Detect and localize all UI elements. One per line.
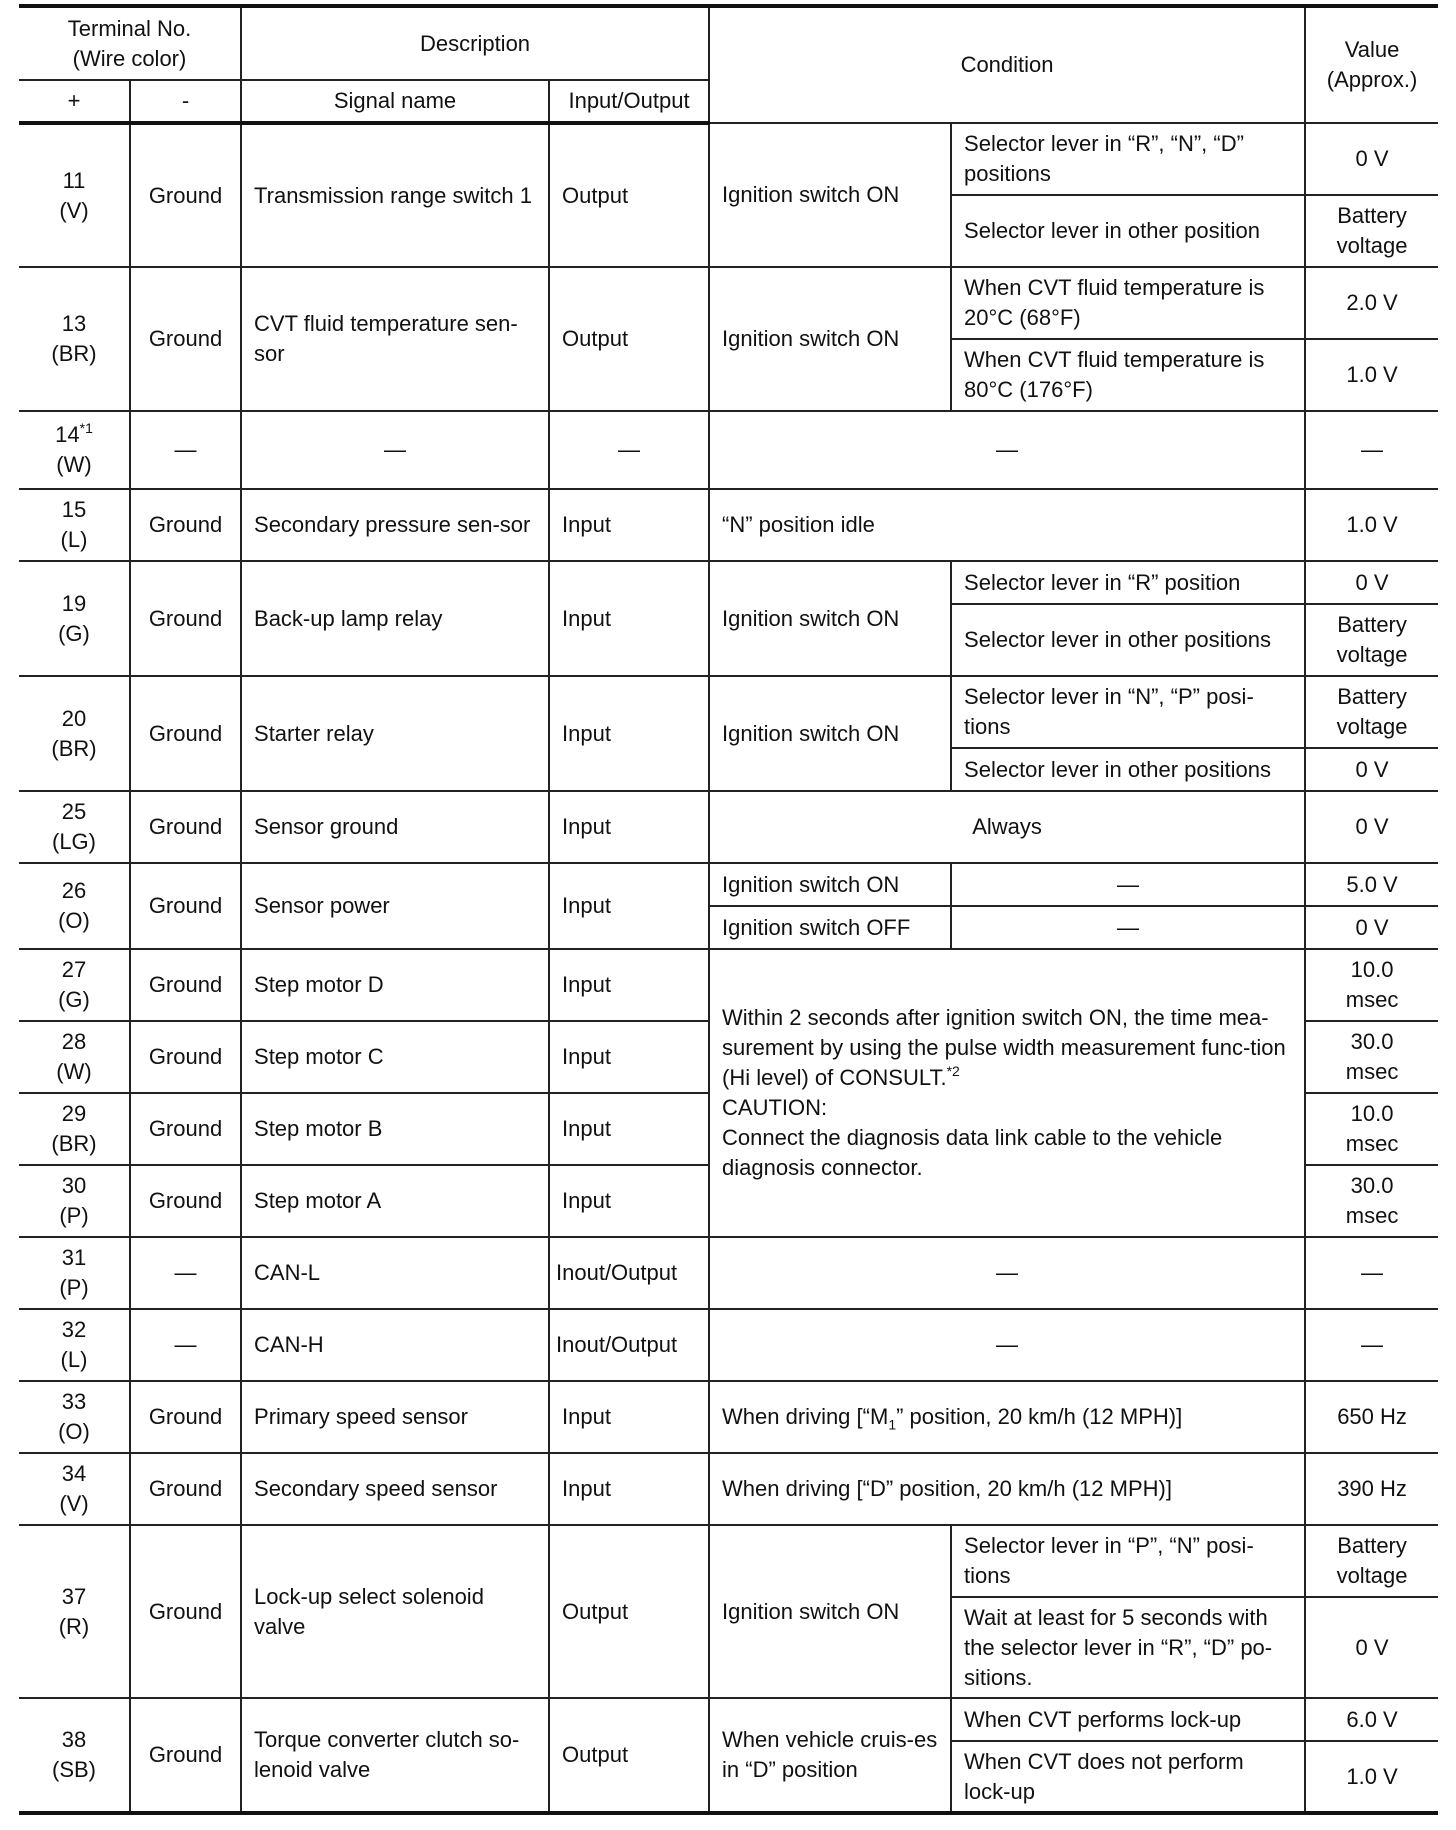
value-cell [1305, 195, 1438, 267]
condition-main: “N” position idle [709, 489, 1305, 561]
signal-name: Transmission range switch 1 [241, 123, 549, 267]
terminal-number: 28 [61, 1029, 87, 1054]
terminal-cell [19, 1453, 130, 1525]
signal-name: Secondary pressure sen-sor [241, 489, 549, 561]
terminal-cell [19, 1525, 130, 1698]
condition-sub: Selector lever in other positions [951, 604, 1305, 676]
table-row [19, 863, 1438, 906]
value-line: 30.0 [1350, 1173, 1394, 1198]
table-body [19, 123, 1438, 1813]
terminal-cell [19, 267, 130, 411]
value-cell: 0 V [1305, 748, 1438, 791]
condition-main: Ignition switch ON [709, 561, 951, 676]
minus-cell: Ground [130, 1021, 241, 1093]
condition-main: Ignition switch ON [709, 863, 951, 906]
value-line: voltage [1336, 1563, 1408, 1588]
minus-cell: Ground [130, 267, 241, 411]
signal-name: Sensor ground [241, 791, 549, 863]
minus-cell: Ground [130, 863, 241, 949]
value-cell: 0 V [1305, 561, 1438, 604]
terminal-number: 29 [61, 1101, 87, 1126]
condition-main [709, 1381, 1305, 1453]
value-cell: 1.0 V [1305, 1741, 1438, 1813]
terminal-number: 15 [61, 497, 87, 522]
condition-main: Ignition switch ON [709, 676, 951, 791]
table-row [19, 1381, 1438, 1453]
value-cell [1305, 676, 1438, 748]
terminal-cell [19, 1698, 130, 1813]
terminal-number: 33 [61, 1389, 87, 1414]
condition-sub: Selector lever in “N”, “P” posi-tions [951, 676, 1305, 748]
condition-sub: — [951, 906, 1305, 949]
wire-color: (G) [58, 620, 90, 646]
value-line: 30.0 [1350, 1029, 1394, 1054]
table-row [19, 561, 1438, 604]
signal-name: CAN-H [241, 1309, 549, 1381]
header-plus: + [19, 80, 130, 123]
header-condition: Condition [709, 6, 1305, 123]
value-cell: — [1305, 411, 1438, 489]
terminal-number: 30 [61, 1173, 87, 1198]
table-row [19, 489, 1438, 561]
minus-cell: Ground [130, 489, 241, 561]
wire-color: (V) [59, 197, 89, 223]
signal-name: Starter relay [241, 676, 549, 791]
condition-text: ” position, 20 km/h (12 MPH)] [896, 1404, 1183, 1429]
signal-name: Primary speed sensor [241, 1381, 549, 1453]
minus-cell: — [130, 1237, 241, 1309]
signal-name: Torque converter clutch so-lenoid valve [241, 1698, 549, 1813]
condition-sub: When CVT does not perform lock-up [951, 1741, 1305, 1813]
io-type: Input [549, 561, 709, 676]
signal-name: — [241, 411, 549, 489]
io-type: Output [549, 267, 709, 411]
minus-cell: Ground [130, 1525, 241, 1698]
value-cell [1305, 1165, 1438, 1237]
terminal-spec-page [19, 4, 1438, 1815]
minus-cell: Ground [130, 1453, 241, 1525]
condition-main: — [709, 411, 1305, 489]
wire-color: (L) [60, 1347, 88, 1372]
minus-cell: Ground [130, 676, 241, 791]
minus-cell: Ground [130, 123, 241, 267]
condition-text: When driving [“M [722, 1404, 889, 1429]
terminal-number-text: 14 [55, 422, 80, 447]
table-row [19, 1309, 1438, 1381]
wire-color: (BR) [51, 1131, 97, 1156]
io-type: Output [549, 1698, 709, 1813]
io-type: Input [549, 863, 709, 949]
terminal-cell [19, 791, 130, 863]
header-value [1305, 6, 1438, 123]
value-line: voltage [1336, 233, 1408, 258]
io-type: Input [549, 791, 709, 863]
value-line: msec [1345, 1131, 1399, 1156]
condition-main: — [709, 1309, 1305, 1381]
io-type: Input [549, 949, 709, 1021]
terminal-number: 38 [61, 1727, 87, 1752]
wire-color: (W) [56, 1059, 92, 1084]
terminal-cell [19, 676, 130, 791]
io-type: Input [549, 676, 709, 791]
condition-main: When driving [“D” position, 20 km/h (12 MPH)] [709, 1453, 1305, 1525]
terminal-number: 11 [62, 167, 86, 193]
value-cell: 0 V [1305, 123, 1438, 195]
value-cell: 0 V [1305, 791, 1438, 863]
value-line: 10.0 [1350, 1101, 1394, 1126]
terminal-number: 32 [61, 1317, 87, 1342]
minus-cell: Ground [130, 561, 241, 676]
minus-cell: Ground [130, 791, 241, 863]
terminal-number: 31 [61, 1245, 87, 1270]
header-terminal-label: Terminal No. [67, 15, 192, 41]
header-description: Description [241, 6, 709, 80]
table-row [19, 411, 1438, 489]
minus-cell: Ground [130, 1381, 241, 1453]
value-cell: 0 V [1305, 1597, 1438, 1698]
header-value-label: Value [1344, 37, 1400, 62]
condition-sub: Wait at least for 5 seconds with the selector lever in “R”, “D” po-sitions. [951, 1597, 1305, 1698]
condition-sub: Selector lever in “R” position [951, 561, 1305, 604]
wire-color: (O) [58, 908, 90, 933]
value-cell: 390 Hz [1305, 1453, 1438, 1525]
signal-name: Step motor D [241, 949, 549, 1021]
condition-main: When vehicle cruis-es in “D” position [709, 1698, 951, 1813]
value-line: msec [1345, 1203, 1399, 1228]
terminal-number: 13 [61, 311, 87, 336]
step-motor-condition [709, 949, 1305, 1237]
minus-cell: Ground [130, 949, 241, 1021]
condition-main: Always [709, 791, 1305, 863]
terminal-number: 20 [61, 705, 87, 731]
io-type: Input [549, 1093, 709, 1165]
value-cell: 1.0 V [1305, 339, 1438, 411]
io-type: — [549, 411, 709, 489]
terminal-cell [19, 1237, 130, 1309]
io-type: Input [549, 1381, 709, 1453]
terminal-number: 27 [61, 957, 87, 982]
header-value-approx-label: (Approx.) [1326, 67, 1418, 92]
value-cell: 1.0 V [1305, 489, 1438, 561]
table-row [19, 267, 1438, 339]
terminal-number: 26 [61, 878, 87, 903]
terminal-cell [19, 489, 130, 561]
footnote-marker: *1 [79, 420, 93, 436]
condition-sub: When CVT performs lock-up [951, 1698, 1305, 1741]
terminal-number: 25 [61, 799, 87, 824]
terminal-cell [19, 1309, 130, 1381]
condition-sub: — [951, 863, 1305, 906]
signal-name: CAN-L [241, 1237, 549, 1309]
condition-main: Ignition switch ON [709, 267, 951, 411]
wire-color: (W) [56, 452, 92, 477]
io-type: Input [549, 1021, 709, 1093]
condition-main: — [709, 1237, 1305, 1309]
step-condition-text: Within 2 seconds after ignition switch ON, the time mea-surement by using the pulse width measurement func-tion (Hi level) of CONSULT. [722, 1005, 1286, 1090]
value-line: Battery [1337, 203, 1407, 228]
caution-label: CAUTION: [722, 1095, 828, 1120]
condition-main: Ignition switch OFF [709, 906, 951, 949]
table-header [19, 6, 1438, 123]
minus-cell: Ground [130, 1165, 241, 1237]
condition-main: Ignition switch ON [709, 123, 951, 267]
terminal-cell [19, 1021, 130, 1093]
condition-sub: Selector lever in other positions [951, 748, 1305, 791]
minus-cell: Ground [130, 1093, 241, 1165]
wire-color: (P) [59, 1275, 89, 1300]
io-type: Input [549, 1453, 709, 1525]
value-line: Battery [1337, 684, 1407, 709]
signal-name: Step motor A [241, 1165, 549, 1237]
terminal-cell [19, 1381, 130, 1453]
header-signal-name: Signal name [241, 80, 549, 123]
wire-color: (BR) [51, 735, 97, 761]
value-line: voltage [1336, 714, 1408, 739]
condition-sub: When CVT fluid temperature is 80°C (176°F) [951, 339, 1305, 411]
minus-cell: — [130, 1309, 241, 1381]
value-cell: — [1305, 1237, 1438, 1309]
terminal-cell [19, 123, 130, 267]
value-line: msec [1345, 987, 1399, 1012]
value-cell: 5.0 V [1305, 863, 1438, 906]
table-row [19, 791, 1438, 863]
wire-color: (SB) [52, 1757, 96, 1782]
header-minus: - [130, 80, 241, 123]
terminal-cell [19, 411, 130, 489]
condition-sub: When CVT fluid temperature is 20°C (68°F) [951, 267, 1305, 339]
condition-subscript: 1 [888, 1416, 897, 1433]
value-cell: 2.0 V [1305, 267, 1438, 339]
table-row [19, 1698, 1438, 1741]
header-input-output: Input/Output [549, 80, 709, 123]
signal-name: Sensor power [241, 863, 549, 949]
io-type: Input [549, 489, 709, 561]
signal-name: Step motor B [241, 1093, 549, 1165]
terminal-spec-table [19, 4, 1438, 1815]
signal-name: Secondary speed sensor [241, 1453, 549, 1525]
value-cell [1305, 1525, 1438, 1597]
value-cell [1305, 1021, 1438, 1093]
minus-cell: Ground [130, 1698, 241, 1813]
terminal-number: 19 [61, 590, 87, 616]
terminal-cell [19, 949, 130, 1021]
terminal-number: 34 [61, 1461, 87, 1486]
wire-color: (R) [58, 1613, 90, 1639]
footnote-marker: *2 [946, 1063, 960, 1079]
io-type: Output [549, 123, 709, 267]
io-type: Output [549, 1525, 709, 1698]
wire-color: (P) [59, 1203, 89, 1228]
terminal-cell [19, 863, 130, 949]
value-line: voltage [1336, 642, 1408, 667]
signal-name: Back-up lamp relay [241, 561, 549, 676]
wire-color: (O) [58, 1419, 90, 1444]
table-row [19, 123, 1438, 195]
table-row [19, 1453, 1438, 1525]
table-row [19, 1237, 1438, 1309]
wire-color: (LG) [52, 829, 96, 854]
value-cell: 0 V [1305, 906, 1438, 949]
wire-color: (G) [58, 987, 90, 1012]
caution-text: Connect the diagnosis data link cable to the vehicle diagnosis connector. [722, 1125, 1223, 1180]
wire-color: (BR) [51, 341, 97, 366]
value-line: Battery [1337, 1533, 1407, 1558]
condition-sub: Selector lever in other position [951, 195, 1305, 267]
header-terminal [19, 6, 241, 80]
terminal-cell [19, 561, 130, 676]
signal-name: Step motor C [241, 1021, 549, 1093]
wire-color: (L) [60, 527, 88, 552]
value-line: Battery [1337, 612, 1407, 637]
terminal-number [31, 420, 117, 450]
condition-sub: Selector lever in “R”, “N”, “D” positions [951, 123, 1305, 195]
io-type: Inout/Output [549, 1309, 709, 1381]
value-cell [1305, 1093, 1438, 1165]
minus-cell: — [130, 411, 241, 489]
value-cell: 650 Hz [1305, 1381, 1438, 1453]
table-row [19, 949, 1438, 1021]
table-row [19, 676, 1438, 748]
condition-main: Ignition switch ON [709, 1525, 951, 1698]
condition-sub: Selector lever in “P”, “N” posi-tions [951, 1525, 1305, 1597]
terminal-number: 37 [61, 1583, 87, 1609]
table-row [19, 1525, 1438, 1597]
io-type: Input [549, 1165, 709, 1237]
terminal-cell [19, 1165, 130, 1237]
value-line: msec [1345, 1059, 1399, 1084]
signal-name: CVT fluid temperature sen-sor [241, 267, 549, 411]
wire-color: (V) [59, 1491, 89, 1516]
header-wire-color-label: (Wire color) [72, 45, 187, 71]
value-cell [1305, 949, 1438, 1021]
terminal-cell [19, 1093, 130, 1165]
io-type: Inout/Output [549, 1237, 709, 1309]
value-line: 10.0 [1350, 957, 1394, 982]
value-cell: 6.0 V [1305, 1698, 1438, 1741]
value-cell [1305, 604, 1438, 676]
value-cell: — [1305, 1309, 1438, 1381]
signal-name: Lock-up select solenoid valve [241, 1525, 549, 1698]
